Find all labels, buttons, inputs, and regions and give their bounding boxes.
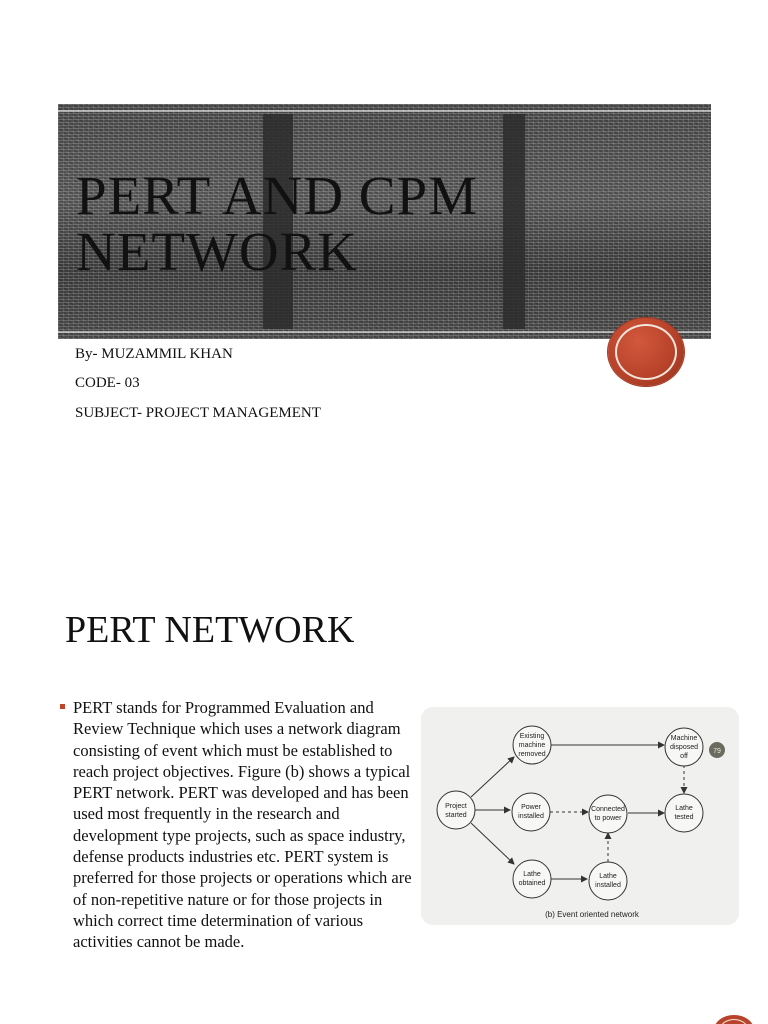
node-lathe-tested [665, 794, 703, 832]
slide-title-line-2: NETWORK [76, 221, 358, 282]
node-label-line: installed [595, 882, 621, 889]
node-power-installed [512, 793, 550, 831]
node-label-line: installed [518, 813, 544, 820]
edge-started-existing [471, 757, 514, 797]
author-line: By- MUZAMMIL KHAN [75, 346, 233, 362]
figure-caption: (b) Event oriented network [545, 910, 639, 919]
decorative-seal-icon [608, 318, 684, 386]
node-label-line: to power [594, 815, 622, 822]
section-title: PERT NETWORK [65, 609, 355, 651]
node-label-line: obtained [518, 880, 546, 887]
label-lathe-obtained: Lathe [523, 871, 541, 878]
node-project-started [437, 791, 475, 829]
node-connected-power [589, 795, 627, 833]
subject-line: SUBJECT- PROJECT MANAGEMENT [75, 405, 321, 421]
node-label-line: tested [674, 814, 694, 821]
label-existing-machine: Existing [519, 733, 545, 740]
page-mark-label: 79 [713, 748, 721, 755]
label-connected-power: Connected [591, 806, 625, 813]
node-lathe-obtained [513, 860, 551, 898]
label-lathe-installed: Lathe [599, 873, 617, 880]
decorative-seal-icon [714, 1015, 754, 1024]
bullet-icon [60, 704, 65, 709]
banner-top-rule [58, 110, 711, 112]
node-label-line: disposed [669, 744, 699, 751]
node-label-line: removed [518, 751, 546, 758]
node-lathe-installed [589, 862, 627, 900]
label-machine-disposed: Machine [670, 735, 698, 742]
edge-started-lathe-obtained [471, 823, 514, 864]
node-label-line: machine [518, 742, 546, 749]
node-label-line: off [680, 753, 688, 760]
event-network-diagram [421, 707, 739, 925]
slide-title-line-1: PERT AND CPM [76, 165, 478, 226]
bullet-paragraph: PERT stands for Programmed Evaluation and Review Technique which uses a network diagram consisting of event which must be established to reach project objectives. Figure (b) shows a typical PERT network. PERT was developed and has been used most frequently in the research and development type projects, such as space industry, defense products industries etc. PERT system is preferred for those projects or operations which are of non-repetitive nature or for those projects in which correct time determination of various activities cannot be made. [73, 698, 412, 952]
label-power-installed: Power [521, 804, 541, 811]
node-label-line: started [445, 812, 467, 819]
network-figure [421, 707, 739, 925]
banner-texture-bar [503, 114, 525, 329]
slide-title [76, 165, 478, 282]
code-line: CODE- 03 [75, 375, 140, 391]
label-lathe-tested: Lathe [675, 805, 693, 812]
label-project-started: Project [445, 803, 467, 810]
